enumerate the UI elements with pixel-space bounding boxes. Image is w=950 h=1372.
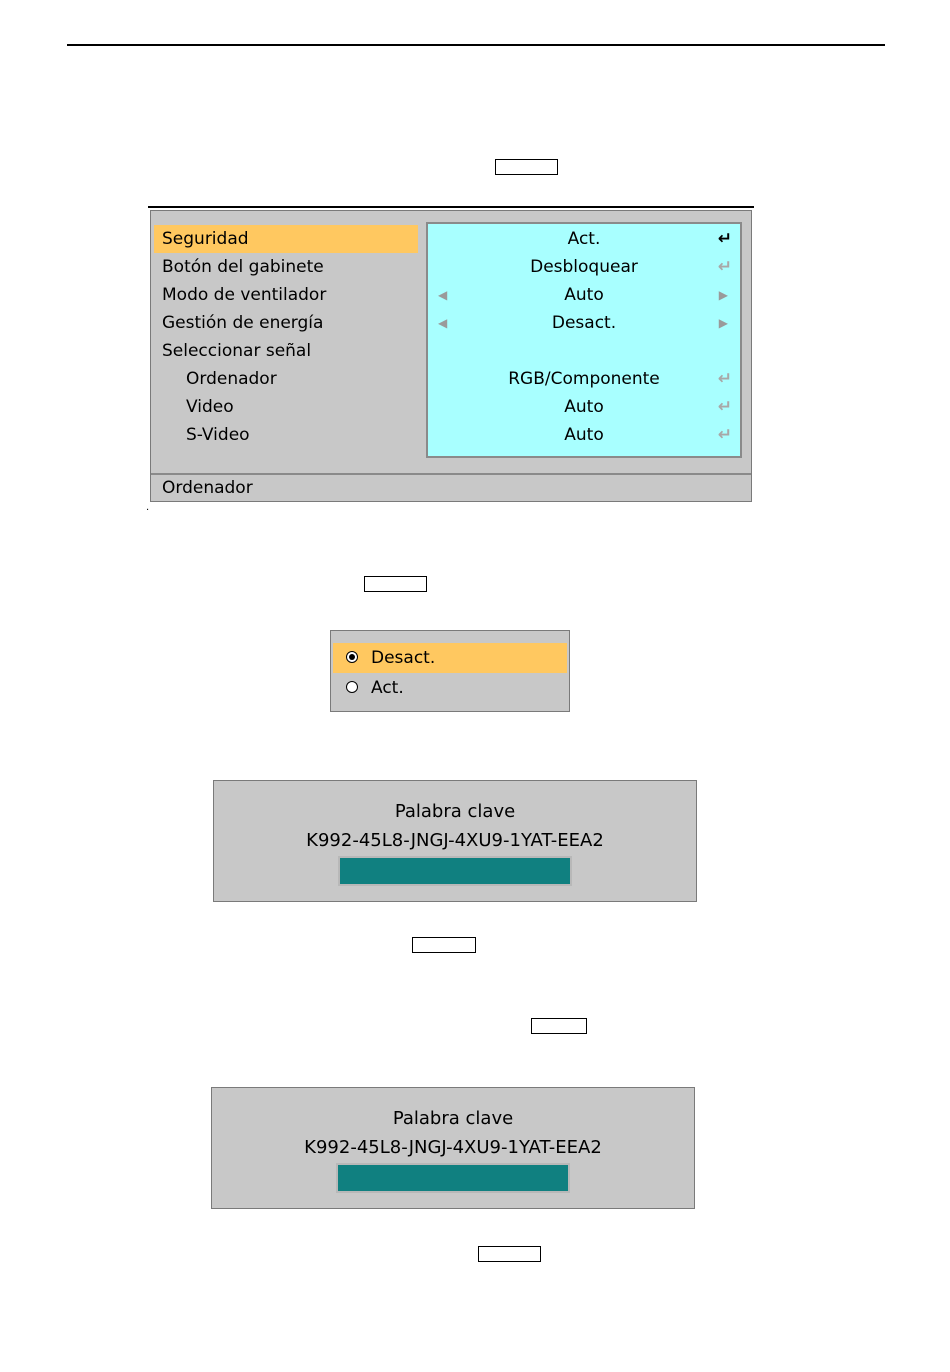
- enter-icon: ↵: [717, 397, 732, 417]
- menu-value-panel: [426, 222, 742, 458]
- enter-icon: ↵: [717, 369, 732, 389]
- value-modo-ventilador: Auto: [564, 285, 604, 305]
- value-row-gestion-energia[interactable]: [428, 309, 740, 337]
- keyword-dialog: [211, 1087, 695, 1209]
- arrow-left-icon[interactable]: ◀: [438, 288, 448, 302]
- value-s-video: Auto: [564, 425, 604, 445]
- enter-icon: ↵: [717, 229, 732, 249]
- menu-item-seguridad[interactable]: Seguridad: [154, 225, 418, 253]
- value-row-s-video[interactable]: [428, 421, 740, 449]
- value-seguridad: Act.: [567, 229, 601, 249]
- keyword-dialog: [213, 780, 697, 902]
- menu-item-s-video[interactable]: S-Video: [186, 425, 250, 445]
- radio-option-desact[interactable]: [333, 643, 567, 673]
- value-row-modo-ventilador[interactable]: [428, 281, 740, 309]
- security-radio-popup: [330, 630, 570, 712]
- arrow-right-icon[interactable]: ▶: [718, 288, 728, 302]
- radio-option-label: Act.: [371, 678, 404, 698]
- enter-icon: ↵: [717, 425, 732, 445]
- enter-key-box: [412, 937, 476, 953]
- arrow-left-icon[interactable]: ◀: [438, 316, 448, 330]
- keyword-input[interactable]: [336, 1163, 570, 1193]
- keyword-dialog-title: Palabra clave: [394, 801, 516, 822]
- enter-key-box: [495, 159, 558, 175]
- enter-key-box: [364, 576, 427, 592]
- radio-option-label: Desact.: [371, 648, 436, 668]
- value-row-ordenador[interactable]: [428, 365, 740, 393]
- value-gestion-energia: Desact.: [551, 313, 617, 333]
- page-top-rule: [67, 44, 885, 46]
- settings-menu: [150, 210, 752, 502]
- menu-top-rule: [148, 206, 754, 208]
- menu-item-gestion-energia[interactable]: Gestión de energía: [162, 313, 324, 333]
- keyword-input[interactable]: [338, 856, 572, 886]
- menu-status-bar: Ordenador: [162, 478, 253, 498]
- value-ordenador: RGB/Componente: [508, 369, 660, 389]
- radio-selected-icon[interactable]: [346, 651, 358, 663]
- menu-item-modo-ventilador[interactable]: Modo de ventilador: [162, 285, 327, 305]
- value-row-boton-gabinete[interactable]: [428, 253, 740, 281]
- menu-item-ordenador[interactable]: Ordenador: [186, 369, 277, 389]
- enter-key-box: [531, 1018, 587, 1034]
- menu-item-boton-gabinete[interactable]: Botón del gabinete: [162, 257, 324, 277]
- enter-key-box: [478, 1246, 541, 1262]
- menu-item-seleccionar-senal: Seleccionar señal: [162, 341, 312, 361]
- radio-unselected-icon[interactable]: [346, 681, 358, 693]
- dot-mark: .: [146, 502, 150, 513]
- value-video: Auto: [564, 397, 604, 417]
- keyword-code: K992-45L8-JNGJ-4XU9-1YAT-EEA2: [304, 1137, 602, 1158]
- radio-option-act[interactable]: [333, 673, 567, 703]
- enter-icon: ↵: [717, 257, 732, 277]
- value-row-seguridad[interactable]: [428, 225, 740, 253]
- arrow-right-icon[interactable]: ▶: [718, 316, 728, 330]
- menu-item-video[interactable]: Video: [186, 397, 234, 417]
- value-boton-gabinete: Desbloquear: [530, 257, 638, 277]
- value-row-video[interactable]: [428, 393, 740, 421]
- keyword-dialog-title: Palabra clave: [392, 1108, 514, 1129]
- keyword-code: K992-45L8-JNGJ-4XU9-1YAT-EEA2: [306, 830, 604, 851]
